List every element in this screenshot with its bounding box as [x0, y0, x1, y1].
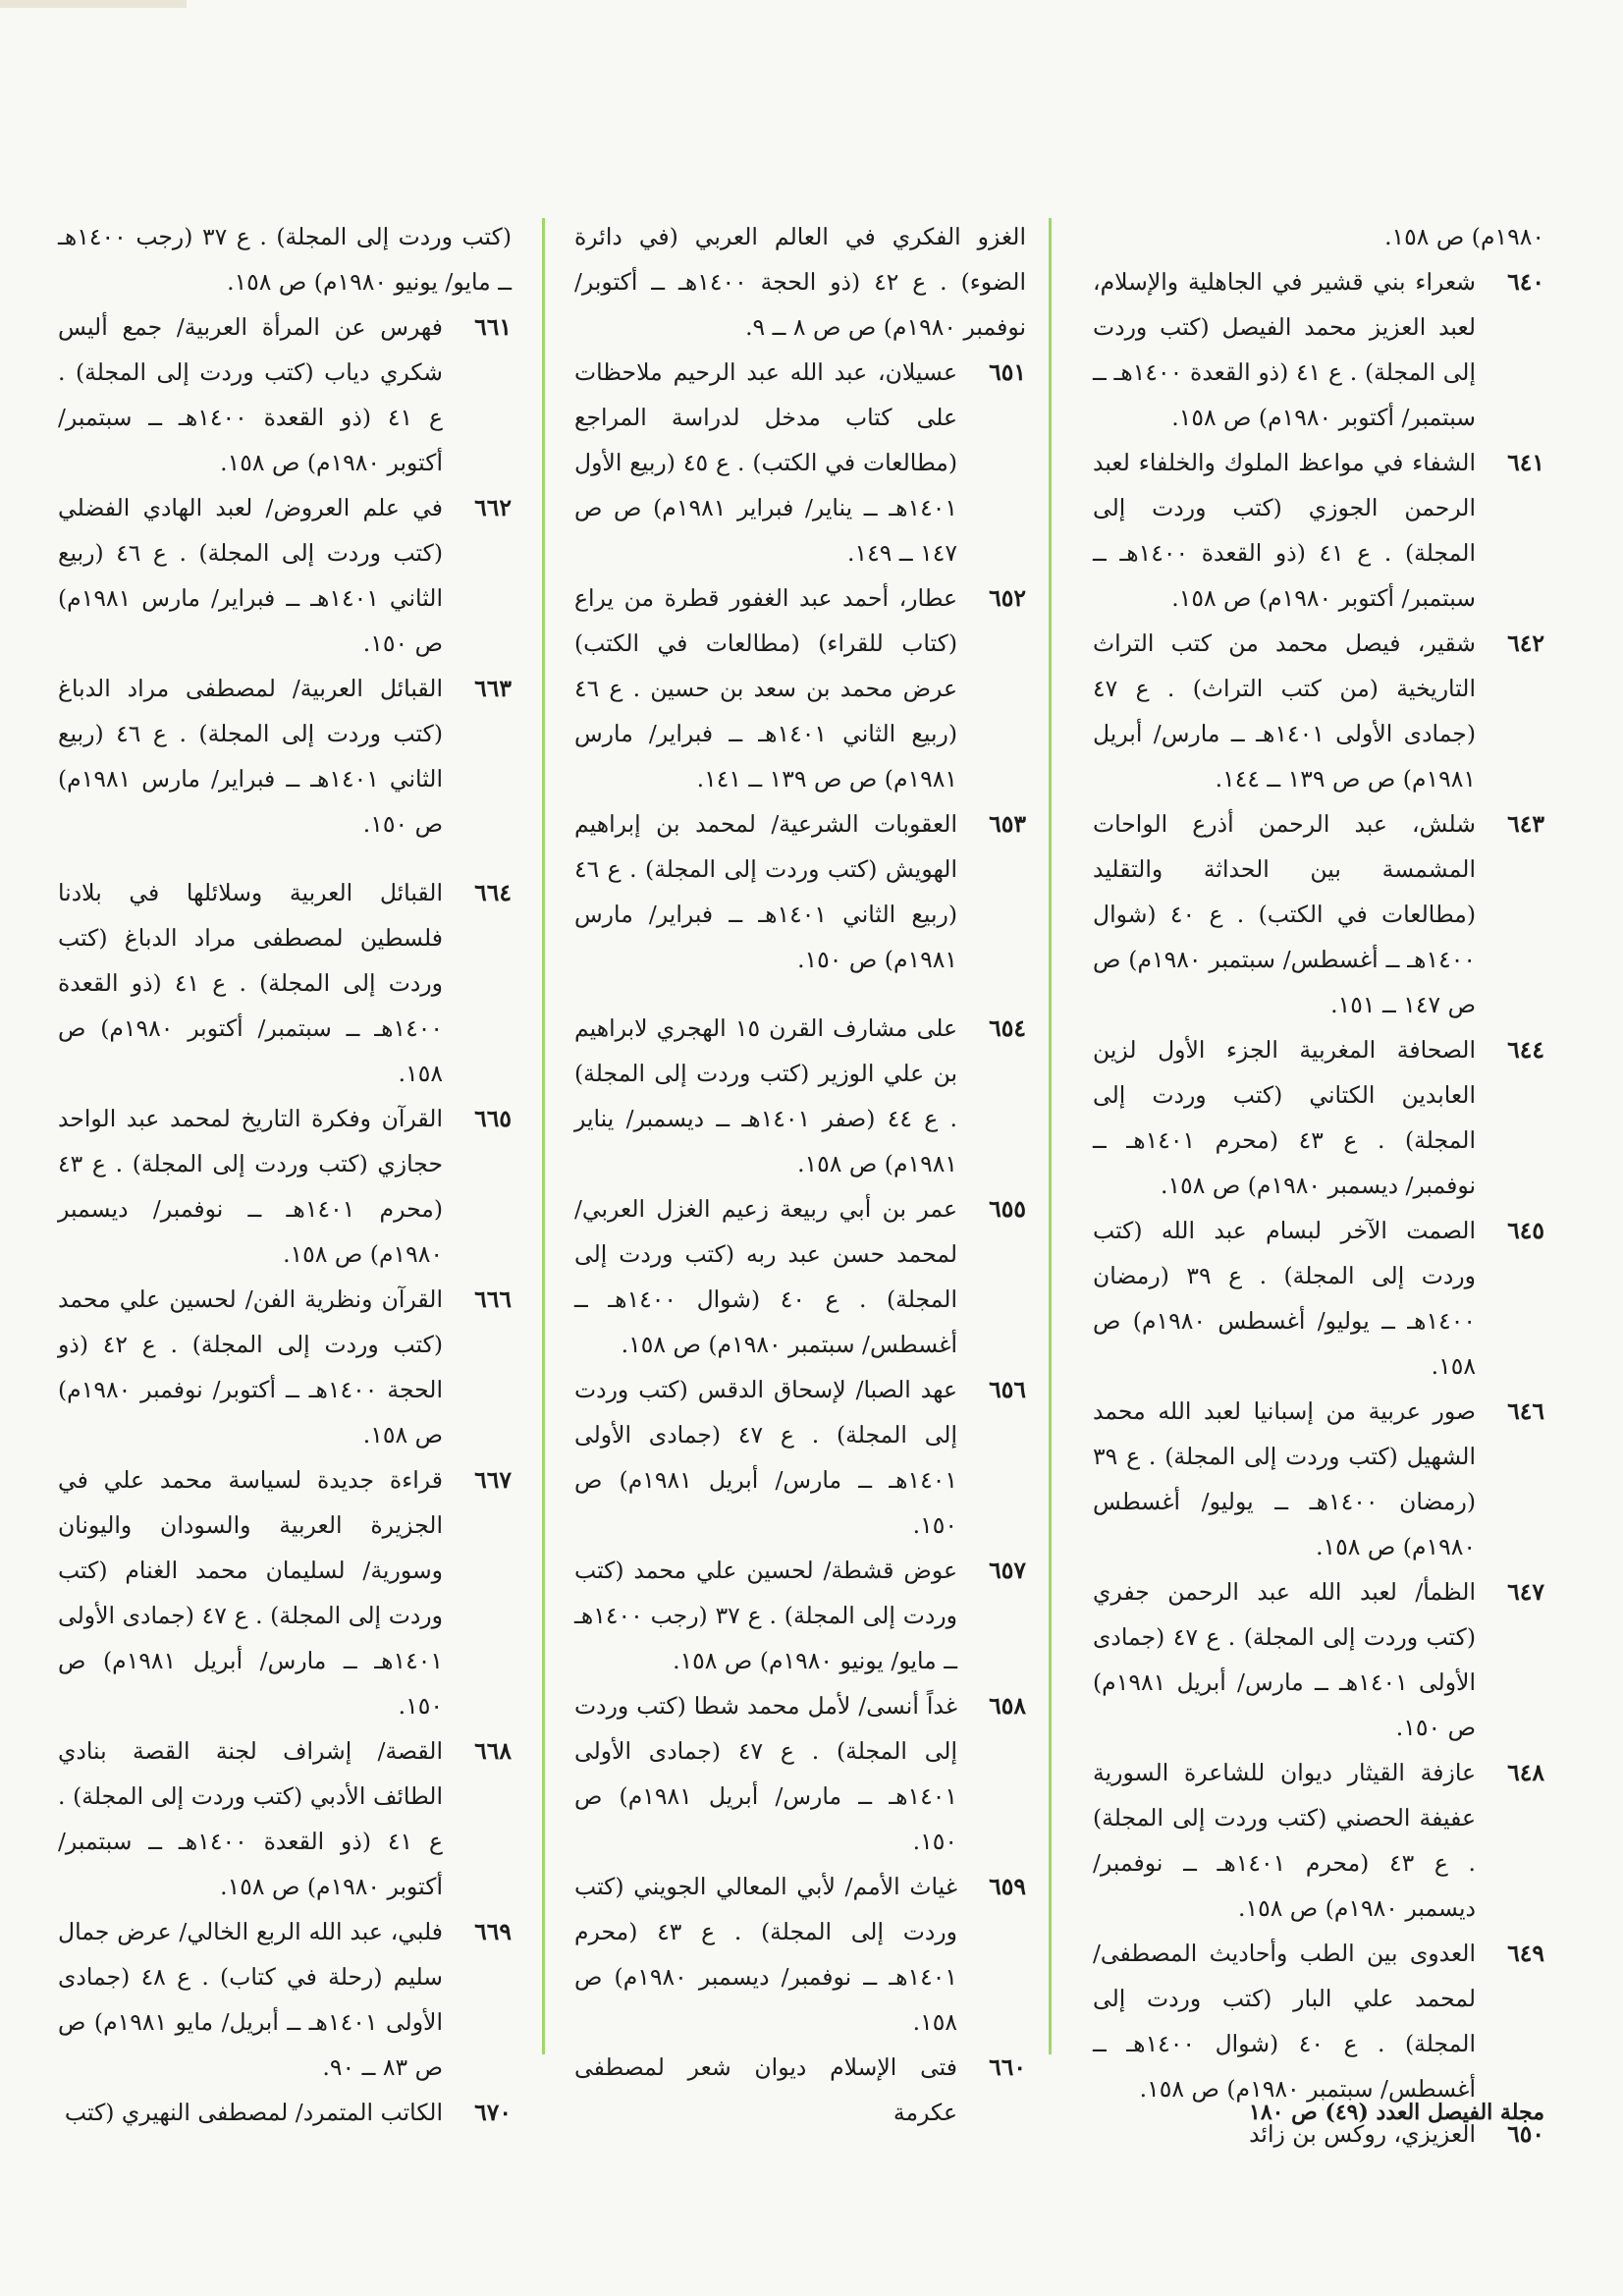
entry-number: ٦٦٦ — [474, 1285, 512, 1313]
index-entry — [574, 1367, 1026, 1548]
index-entry — [58, 666, 512, 847]
index-entry — [58, 1457, 512, 1728]
entry-number: ٦٦٩ — [474, 1918, 512, 1945]
index-entry — [574, 575, 1026, 801]
entry-text: فتى الإسلام ديوان شعر لمصطفى عكرمة — [574, 2053, 957, 2126]
index-entry — [1093, 1931, 1544, 2111]
column-rule-green — [1049, 218, 1052, 2054]
entry-text: القرآن وفكرة التاريخ لمحمد عبد الواحد حجازي (كتب وردت إلى المجلة) . ع ٤٣ (محرم ١٤٠١هـ ــ نوفمبر/ ديسمبر ١٩٨٠م) ص ١٥٨. — [58, 1105, 443, 1268]
column-rule-green — [542, 218, 545, 2054]
index-entry — [1093, 1027, 1544, 1208]
entry-number: ٦٤٤ — [1507, 1036, 1544, 1064]
entry-text: القرآن ونظرية الفن/ لحسين علي محمد (كتب وردت إلى المجلة) . ع ٤٢ (ذو الحجة ١٤٠٠هـ ــ أكتوبر/ نوفمبر ١٩٨٠م) ص ١٥٨. — [58, 1285, 444, 1449]
index-entry — [1093, 1389, 1544, 1569]
index-entry-continuation — [58, 214, 512, 304]
entry-number: ٦٥٣ — [989, 810, 1026, 838]
entry-number: ٦٤٥ — [1507, 1217, 1544, 1244]
entry-text: عوض قشطة/ لحسين علي محمد (كتب وردت إلى المجلة) . ع ٣٧ (رجب ١٤٠٠هـ ــ مايو/ يونيو ١٩٨٠م) ص ١٥٨. — [574, 1557, 957, 1674]
entry-number: ٦٥٤ — [989, 1014, 1026, 1042]
entry-text: عطار، أحمد عبد الغفور قطرة من يراع (كتاب للقراء) (مطالعات في الكتب) عرض محمد بن سعد بن حسين . ع ٤٦ (ربيع الثاني ١٤٠١هـ ــ فبراير/ مارس ١٩٨١م) ص ص ١٣٩ ــ ١٤١. — [574, 584, 958, 793]
index-entry — [58, 1728, 512, 1909]
entry-text: قراءة جديدة لسياسة محمد علي في الجزيرة العربية والسودان واليونان وسورية/ لسليمان محمد الغنام (كتب وردت إلى المجلة) . ع ٤٧ (جمادى الأولى ١٤٠١هـ ــ مارس/ أبريل ١٩٨١م) ص ١٥٠. — [58, 1466, 443, 1720]
entry-text: في علم العروض/ لعبد الهادي الفضلي (كتب وردت إلى المجلة) . ع ٤٦ (ربيع الثاني ١٤٠١هـ ــ فبراير/ مارس ١٩٨١م) ص ١٥٠. — [58, 494, 443, 657]
index-column-middle — [574, 214, 1026, 2126]
entry-text: القبائل العربية وسلائلها في بلادنا فلسطين لمصطفى مراد الدباغ (كتب وردت إلى المجلة) . ع ٤١ (ذو القعدة ١٤٠٠هـ ــ سبتمبر/ أكتوبر ١٩٨٠م) ص ١٥٨. — [58, 879, 443, 1087]
entry-number: ٦٤٨ — [1507, 1759, 1544, 1786]
index-entry — [58, 2090, 512, 2135]
entry-text: الصحافة المغربية الجزء الأول لزين العابدين الكتاني (كتب وردت إلى المجلة) . ع ٤٣ (محرم ١٤٠١هـ ــ نوفمبر/ ديسمبر ١٩٨٠م) ص ١٥٨. — [1093, 1036, 1476, 1199]
index-entry — [574, 2045, 1026, 2135]
index-entry-continuation — [574, 214, 1026, 350]
entry-number: ٦٥١ — [989, 358, 1026, 386]
entry-text: الشفاء في مواعظ الملوك والخلفاء لعبد الرحمن الجوزي (كتب وردت إلى المجلة) . ع ٤١ (ذو القعدة ١٤٠٠هـ ــ سبتمبر/ أكتوبر ١٩٨٠م) ص ١٥٨. — [1093, 449, 1476, 612]
entry-number: ٦٥٦ — [989, 1376, 1026, 1403]
index-entry — [574, 1683, 1026, 1864]
entry-text: عسيلان، عبد الله عبد الرحيم ملاحظات على كتاب مدخل لدراسة المراجع (مطالعات في الكتب) . ع ٤٥ (ربيع الأول ١٤٠١هـ ــ يناير/ فبراير ١٩٨١م) ص ص ١٤٧ ــ ١٤٩. — [574, 358, 958, 567]
entry-number: ٦٤١ — [1507, 449, 1544, 476]
entry-number: ٦٥٩ — [989, 1873, 1026, 1900]
entry-number: ٦٦٣ — [474, 675, 512, 702]
index-entry — [574, 350, 1026, 575]
entry-text: غداً أنسى/ لأمل محمد شطا (كتب وردت إلى المجلة) . ع ٤٧ (جمادى الأولى ١٤٠١هـ ــ مارس/ أبريل ١٩٨١م) ص ١٥٠. — [574, 1692, 957, 1855]
index-entry-continuation — [1093, 214, 1544, 259]
entry-number: ٦٦١ — [474, 313, 512, 341]
entry-text: شقير، فيصل محمد من كتب التراث التاريخية (من كتب التراث) . ع ٤٧ (جمادى الأولى ١٤٠١هـ ــ مارس/ أبريل ١٩٨١م) ص ص ١٣٩ ــ ١٤٤. — [1093, 629, 1476, 793]
entry-text: على مشارف القرن ١٥ الهجري لابراهيم بن علي الوزير (كتب وردت إلى المجلة) . ع ٤٤ (صفر ١٤٠١هـ ــ ديسمبر/ يناير ١٩٨١م) ص ١٥٨. — [574, 1014, 957, 1177]
entry-number: ٦٥٥ — [989, 1195, 1026, 1223]
index-entry — [1093, 801, 1544, 1027]
index-entry — [574, 801, 1026, 982]
index-entry — [58, 870, 512, 1096]
entry-number: ٦٥٢ — [989, 584, 1026, 612]
index-entry — [1093, 440, 1544, 621]
index-entry — [58, 304, 512, 485]
index-entry — [574, 1548, 1026, 1683]
entry-number: ٦٤٧ — [1507, 1578, 1544, 1606]
entry-text: الظمأ/ لعبد الله عبد الرحمن جفري (كتب وردت إلى المجلة) . ع ٤٧ (جمادى الأولى ١٤٠١هـ ــ مارس/ أبريل ١٩٨١م) ص ١٥٠. — [1093, 1578, 1476, 1741]
index-entry — [574, 1864, 1026, 2045]
index-column-left — [58, 214, 513, 2126]
entry-text: شلش، عبد الرحمن أذرع الواحات المشمسة بين الحداثة والتقليد (مطالعات في الكتب) . ع ٤٠ (شوال ١٤٠٠هـ ــ أغسطس/ سبتمبر ١٩٨٠م) ص ص ١٤٧ ــ ١٥١. — [1093, 810, 1477, 1018]
entry-number: ٦٦٥ — [474, 1105, 512, 1132]
index-entry — [58, 1909, 512, 2090]
entry-number: ٦٥٧ — [989, 1557, 1026, 1584]
entry-number: ٦٥٠ — [1507, 2120, 1544, 2148]
entry-number: ٦٦٨ — [474, 1737, 512, 1765]
entry-number: ٦٥٨ — [989, 1692, 1026, 1720]
entry-text: فهرس عن المرأة العربية/ جمع أليس شكري دياب (كتب وردت إلى المجلة) . ع ٤١ (ذو القعدة ١٤٠٠هـ ــ سبتمبر/ أكتوبر ١٩٨٠م) ص ١٥٨. — [58, 313, 443, 476]
entry-number: ٦٤٢ — [1507, 629, 1544, 657]
entry-text: شعراء بني قشير في الجاهلية والإسلام، لعبد العزيز محمد الفيصل (كتب وردت إلى المجلة) . ع ٤١ (ذو القعدة ١٤٠٠هـ ــ سبتمبر/ أكتوبر ١٩٨٠م) ص ١٥٨. — [1093, 268, 1476, 431]
index-entry — [1093, 1750, 1544, 1931]
entry-text: الكاتب المتمرد/ لمصطفى النهيري (كتب — [64, 2099, 443, 2126]
entry-text: الصمت الآخر لبسام عبد الله (كتب وردت إلى المجلة) . ع ٣٩ (رمضان ١٤٠٠هـ ــ يوليو/ أغسطس ١٩٨٠م) ص ١٥٨. — [1093, 1217, 1476, 1380]
entry-text: عهد الصبا/ لإسحاق الدقس (كتب وردت إلى المجلة) . ع ٤٧ (جمادى الأولى ١٤٠١هـ ــ مارس/ أبريل ١٩٨١م) ص ١٥٠. — [574, 1376, 957, 1539]
index-entry — [1093, 1208, 1544, 1389]
entry-number: ٦٦٢ — [474, 494, 512, 521]
index-entry — [1093, 259, 1544, 440]
entry-text: فلبي، عبد الله الربع الخالي/ عرض جمال سليم (رحلة في كتاب) . ع ٤٨ (جمادى الأولى ١٤٠١هـ ــ أبريل/ مايو ١٩٨١م) ص ص ٨٣ ــ ٩٠. — [58, 1918, 443, 2081]
entry-number: ٦٧٠ — [474, 2099, 512, 2126]
index-entry — [58, 1096, 512, 1277]
entry-number: ٦٤٦ — [1507, 1397, 1544, 1425]
index-entry — [1093, 621, 1544, 801]
entry-text: القبائل العربية/ لمصطفى مراد الدباغ (كتب وردت إلى المجلة) . ع ٤٦ (ربيع الثاني ١٤٠١هـ ــ فبراير/ مارس ١٩٨١م) ص ١٥٠. — [58, 675, 443, 838]
index-entry — [574, 1186, 1026, 1367]
entry-text: ١٩٨٠م) ص ١٥٨. — [1384, 223, 1544, 250]
entry-text: صور عربية من إسبانيا لعبد الله محمد الشهيل (كتب وردت إلى المجلة) . ع ٣٩ (رمضان ١٤٠٠هـ ــ يوليو/ أغسطس ١٩٨٠م) ص ١٥٨. — [1093, 1397, 1477, 1560]
entry-text: عازفة القيثار ديوان للشاعرة السورية عفيفة الحصني (كتب وردت إلى المجلة) . ع ٤٣ (محرم ١٤٠١هـ ــ نوفمبر/ ديسمبر ١٩٨٠م) ص ١٥٨. — [1093, 1759, 1476, 1922]
entry-text: غياث الأمم/ لأبي المعالي الجويني (كتب وردت إلى المجلة) . ع ٤٣ (محرم ١٤٠١هـ ــ نوفمبر/ ديسمبر ١٩٨٠م) ص ١٥٨. — [574, 1873, 957, 2036]
entry-number: ٦٤٩ — [1507, 1940, 1544, 1967]
entry-text: العدوى بين الطب وأحاديث المصطفى/ لمحمد علي البار (كتب وردت إلى المجلة) . ع ٤٠ (شوال ١٤٠٠هـ ــ أغسطس/ سبتمبر ١٩٨٠م) ص ١٥٨. — [1093, 1940, 1476, 2103]
entry-number: ٦٦٧ — [474, 1466, 512, 1494]
entry-text: (كتب وردت إلى المجلة) . ع ٣٧ (رجب ١٤٠٠هـ ــ مايو/ يونيو ١٩٨٠م) ص ١٥٨. — [58, 223, 513, 296]
entry-text: الغزو الفكري في العالم العربي (في دائرة الضوء) . ع ٤٢ (ذو الحجة ١٤٠٠هـ ــ أكتوبر/ نوفمبر ١٩٨٠م) ص ص ٨ ــ ٩. — [574, 223, 1026, 341]
index-entry — [1093, 1569, 1544, 1750]
entry-text: عمر بن أبي ربيعة زعيم الغزل العربي/ لمحمد حسن عبد ربه (كتب وردت إلى المجلة) . ع ٤٠ (شوال ١٤٠٠هـ ــ أغسطس/ سبتمبر ١٩٨٠م) ص ١٥٨. — [574, 1195, 957, 1358]
entry-number: ٦٦٤ — [474, 879, 512, 906]
index-entry — [58, 485, 512, 666]
entry-number: ٦٦٠ — [989, 2053, 1026, 2081]
entry-text: العقوبات الشرعية/ لمحمد بن إبراهيم الهويش (كتب وردت إلى المجلة) . ع ٤٦ (ربيع الثاني ١٤٠١هـ ــ فبراير/ مارس ١٩٨١م) ص ١٥٠. — [574, 810, 958, 973]
entry-number: ٦٤٣ — [1507, 810, 1544, 838]
index-entry — [58, 1277, 512, 1457]
entry-number: ٦٤٠ — [1507, 268, 1544, 296]
entry-text: القصة/ إشراف لجنة القصة بنادي الطائف الأدبي (كتب وردت إلى المجلة) . ع ٤١ (ذو القعدة ١٤٠٠هـ ــ سبتمبر/ أكتوبر ١٩٨٠م) ص ١٥٨. — [58, 1737, 443, 1900]
index-entry — [574, 1006, 1026, 1186]
page-footer: مجلة الفيصل العدد (٤٩) ص ١٨٠ — [1249, 2100, 1544, 2125]
scan-edge-mark — [0, 0, 187, 8]
entry-text: العزيزي، روكس بن زائد — [1249, 2120, 1476, 2148]
